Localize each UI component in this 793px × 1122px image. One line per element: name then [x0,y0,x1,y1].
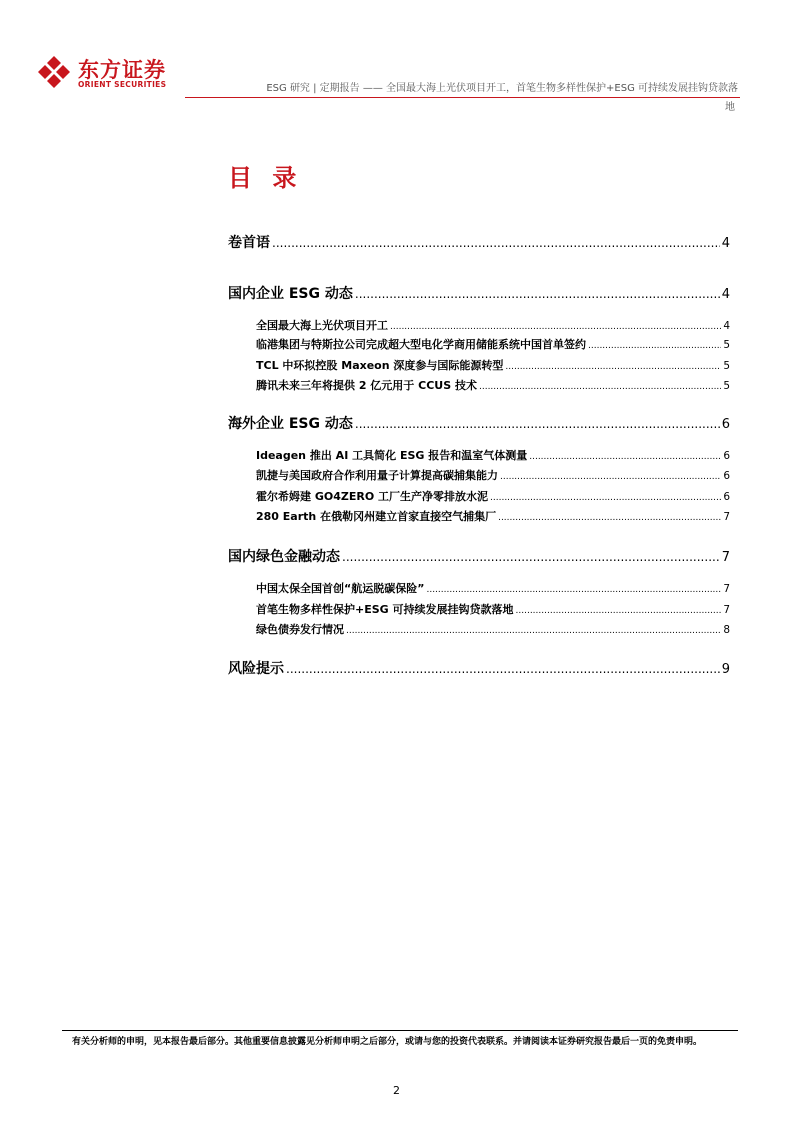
toc-entry-page: 7 [723,604,730,616]
toc-entry[interactable] [228,546,730,566]
toc-entry[interactable] [228,413,730,433]
toc-entry-text: TCL 中环拟控股 Maxeon 深度参与国际能源转型 [256,359,504,372]
report-header-title: ESG 研究 | 定期报告 —— 全国最大海上光伏项目开工，首笔生物多样性保护+ESG 可持续发展挂钩贷款落 [266,83,738,94]
toc-leader-dots [390,322,721,332]
toc-entry-page: 6 [723,491,730,503]
footer-disclaimer: 有关分析师的申明，见本报告最后部分。其他重要信息披露见分析师申明之后部分，或请与您的投资代表联系。并请阅读本证券研究报告最后一页的免责申明。 [72,1037,703,1047]
toc-leader-dots [500,472,721,482]
toc-entry[interactable] [228,377,730,393]
toc-leader-dots [516,606,722,616]
toc-entry-page: 7 [723,511,730,523]
toc-entry-page: 7 [721,550,730,565]
orient-logo-icon [36,54,72,90]
toc-entry[interactable] [228,336,730,352]
toc-entry-text: 风险提示 [228,661,284,677]
toc-entry[interactable] [228,447,730,463]
toc-leader-dots [272,236,720,250]
header-divider [185,97,740,98]
toc-entry-page: 6 [723,450,730,462]
brand-name-en: ORIENT SECURITIES [78,80,167,89]
toc-entry-page: 7 [723,583,730,595]
toc-entry[interactable] [228,283,730,303]
toc-leader-dots [355,287,720,301]
toc-entry-page: 6 [723,470,730,482]
toc-entry[interactable] [228,621,730,637]
toc-leader-dots [479,382,721,392]
toc-entry-text: 国内绿色金融动态 [228,549,340,565]
toc-entry-page: 4 [721,236,730,251]
toc-leader-dots [588,341,721,351]
toc-leader-dots [342,550,720,564]
toc-entry-text: 绿色债券发行情况 [256,623,344,636]
toc-entry-text: Ideagen 推出 AI 工具简化 ESG 报告和温室气体测量 [256,449,528,462]
company-logo [36,52,186,92]
toc-entry-text: 腾讯未来三年将提供 2 亿元用于 CCUS 技术 [256,379,477,392]
toc-entry-text: 全国最大海上光伏项目开工 [256,319,388,332]
toc-entry-page: 4 [723,320,730,332]
toc-entry-page: 9 [721,662,730,677]
toc-entry-page: 5 [723,360,730,372]
toc-entry[interactable] [228,357,730,373]
toc-entry-text: 首笔生物多样性保护+ESG 可持续发展挂钩贷款落地 [256,603,514,616]
toc-leader-dots [355,417,720,431]
toc-leader-dots [426,585,721,595]
toc-leader-dots [529,452,721,462]
toc-entry-page: 5 [723,380,730,392]
toc-entry-text: 国内企业 ESG 动态 [228,286,353,302]
toc-entry-text: 中国太保全国首创“航运脱碳保险” [256,582,425,595]
toc-entry[interactable] [228,317,730,333]
page-number: 2 [393,1084,400,1097]
toc-entry-page: 4 [721,287,730,302]
toc-entry-text: 海外企业 ESG 动态 [228,416,353,432]
toc-entry-text: 280 Earth 在俄勒冈州建立首家直接空气捕集厂 [256,510,497,523]
toc-entry-text: 凯捷与美国政府合作利用量子计算提高碳捕集能力 [256,469,498,482]
toc-entry[interactable] [228,658,730,678]
toc-leader-dots [490,493,721,503]
toc-entry[interactable] [228,508,730,524]
toc-leader-dots [505,362,721,372]
toc-entry[interactable] [228,601,730,617]
footer-divider [62,1030,738,1031]
toc-leader-dots [286,662,720,676]
toc-entry-text: 卷首语 [228,235,270,251]
toc-leader-dots [346,626,721,636]
toc-entry-text: 霍尔希姆建 GO4ZERO 工厂生产净零排放水泥 [256,490,489,503]
toc-entry[interactable] [228,467,730,483]
toc-entry[interactable] [228,488,730,504]
toc-entry-page: 8 [723,624,730,636]
toc-entry[interactable] [228,232,730,252]
toc-entry-text: 临港集团与特斯拉公司完成超大型电化学商用储能系统中国首单签约 [256,338,586,351]
brand-name-cn: 东方证券 [78,58,166,82]
toc-entry-page: 5 [723,339,730,351]
toc-title: 目 录 [228,164,303,192]
toc-leader-dots [498,513,721,523]
report-header-title-continued: 地 [725,102,735,113]
toc-entry-page: 6 [721,417,730,432]
toc-entry[interactable] [228,580,730,596]
